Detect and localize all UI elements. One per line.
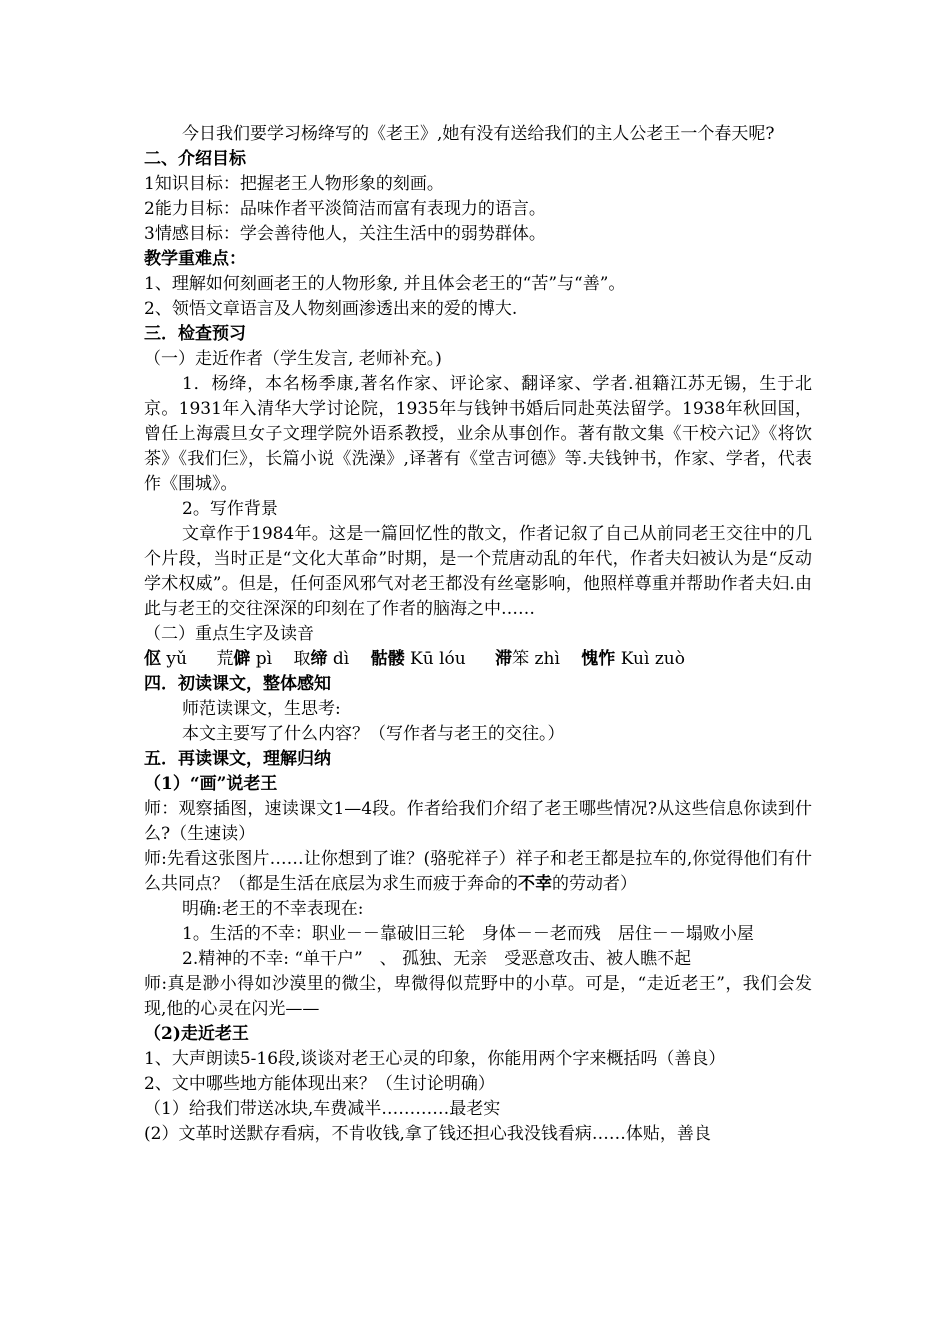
misfortune-spirit: 2.精神的不幸: “单干户” 、 孤独、无亲 受恶意攻击、被人瞧不起: [182, 949, 692, 969]
subheading-vocab: （二）重点生字及读音: [144, 624, 314, 644]
author-paragraph: 1．杨绛，本名杨季康,著名作家、评论家、翻译家、学者.祖籍江苏无锡，生于北京。1931年入清华大学讨论院，1935年与钱钟书婚后同赴英法留学。1938年秋回国，曾任上海震旦女子文理学院外语系教授，业余从事创作。著有散文集《干校六记》《将饮茶》《我们仨》，长篇小说《洗澡》,译著有《堂吉诃德》等.夫钱钟书，作家、学者，代表作《围城》。: [144, 374, 812, 494]
vocab-word-1: 伛 yǔ: [144, 649, 187, 669]
section-heading-preview: 三．检查预习: [144, 324, 246, 344]
vocab-word-5: 滞笨 zhì: [495, 649, 560, 669]
section-heading-goals: 二、介绍目标: [144, 149, 246, 169]
goal-ability: 2能力目标：品味作者平淡简洁而富有表现力的语言。: [144, 199, 546, 219]
section-heading-key-points: 教学重难点：: [144, 249, 246, 269]
first-reading-line-1: 师范读课文，生思考:: [182, 699, 341, 719]
subheading-author: （一）走近作者（学生发言, 老师补充。): [144, 349, 442, 369]
teacher-paragraph-3: 师:真是渺小得如沙漠里的微尘，卑微得似荒野中的小草。可是，“走近老王”，我们会发现,他的心灵在闪光——: [144, 974, 812, 1019]
question-1: 1、大声朗读5-16段,谈谈对老王心灵的印象，你能用两个字来概括吗（善良）: [144, 1049, 726, 1069]
document-page: [144, 122, 812, 1147]
misfortune-life: 1。生活的不幸：职业－－靠破旧三轮 身体－－老而残 居住－－塌败小屋: [182, 924, 754, 944]
section-heading-first-reading: 四．初读课文，整体感知: [144, 674, 331, 694]
vocab-word-6: 愧怍 Kuì zuò: [581, 649, 685, 669]
intro-paragraph: 今日我们要学习杨绛写的《老王》,她有没有送给我们的主人公老王一个春天呢?: [182, 124, 775, 144]
goal-emotion: 3情感目标：学会善待他人，关注生活中的弱势群体。: [144, 224, 546, 244]
subheading-draw-laowang: （1）“画”说老王: [144, 774, 278, 794]
background-paragraph: 文章作于1984年。这是一篇回忆性的散文，作者记叙了自己从前同老王交往中的几个片段，当时正是“文化大革命”时期，是一个荒唐动乱的年代，作者夫妇被认为是“反动学术权威”。但是，任何歪风邪气对老王都没有丝毫影响，他照样尊重并帮助作者夫妇.由此与老王的交往深深的印刻在了作者的脑海之中……: [144, 524, 812, 619]
teacher-paragraph-2: 师:先看这张图片……让你想到了谁？(骆驼祥子）祥子和老王都是拉车的,你觉得他们有什么共同点？（都是生活在底层为求生而疲于奔命的不幸的劳动者）: [144, 849, 812, 894]
answer-2: (2）文革时送默存看病，不肯收钱,拿了钱还担心我没钱看病……体贴，善良: [144, 1124, 711, 1144]
clarify-line: 明确:老王的不幸表现在:: [182, 899, 364, 919]
key-point-2: 2、领悟文章语言及人物刻画渗透出来的爱的博大.: [144, 299, 518, 319]
subheading-approach-laowang: （2)走近老王: [144, 1024, 249, 1044]
vocab-line: [144, 647, 812, 672]
answer-1: （1）给我们带送冰块,车费减半…………最老实: [144, 1099, 501, 1119]
goal-knowledge: 1知识目标：把握老王人物形象的刻画。: [144, 174, 444, 194]
vocab-word-3: 取缔 dì: [293, 649, 350, 669]
first-reading-line-2: 本文主要写了什么内容？（写作者与老王的交往。）: [182, 724, 565, 744]
vocab-word-4: 骷髅 Kū lóu: [370, 649, 466, 669]
key-point-1: 1、理解如何刻画老王的人物形象, 并且体会老王的“苦”与“善”。: [144, 274, 626, 294]
section-heading-second-reading: 五．再读课文，理解归纳: [144, 749, 331, 769]
teacher-paragraph-1: 师：观察插图，速读课文1—4段。作者给我们介绍了老王哪些情况?从这些信息你读到什么?（生速读）: [144, 799, 812, 844]
vocab-word-2: 荒僻 pì: [216, 649, 273, 669]
subheading-background: 2。写作背景: [182, 499, 278, 519]
question-2: 2、文中哪些地方能体现出来？（生讨论明确）: [144, 1074, 495, 1094]
